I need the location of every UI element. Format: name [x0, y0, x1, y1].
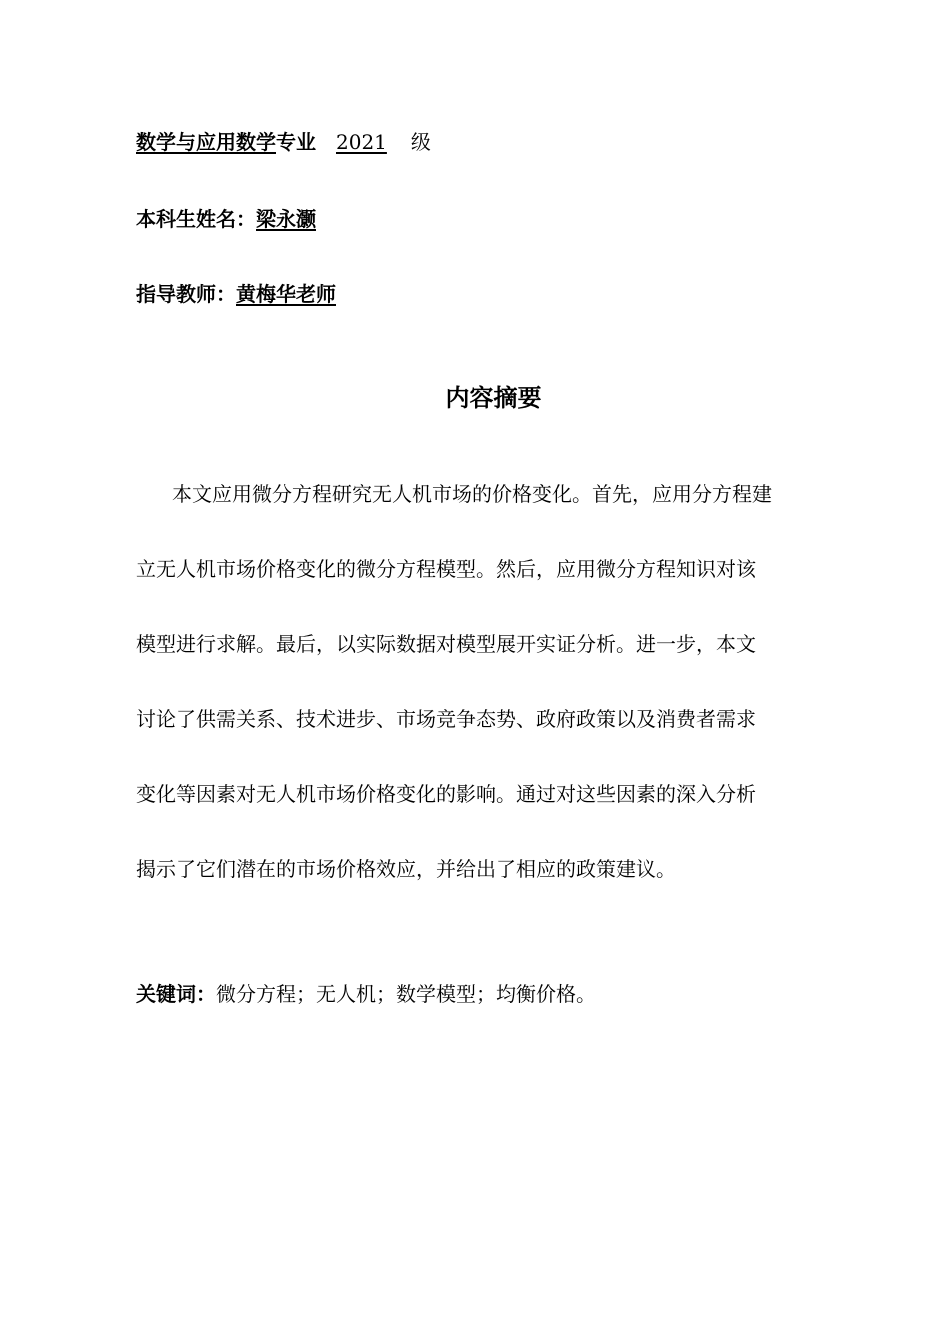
major-suffix: 专业	[276, 130, 316, 154]
student-line	[136, 207, 326, 231]
keywords-text: 微分方程；无人机；数学模型；均衡价格。	[216, 982, 596, 1006]
year-field	[316, 130, 411, 154]
major-name: 数学与应用数学	[136, 130, 276, 154]
abstract-line: 揭示了它们潜在的市场价格效应，并给出了相应的政策建议。	[136, 857, 676, 881]
abstract-line: 变化等因素对无人机市场价格变化的影响。通过对这些因素的深入分析	[136, 782, 756, 806]
abstract-line: 模型进行求解。最后，以实际数据对模型展开实证分析。进一步，本文	[136, 632, 756, 656]
student-name: 梁永灏	[256, 207, 316, 231]
student-name-field	[256, 207, 326, 231]
major-line	[136, 130, 431, 154]
keywords-line	[136, 982, 596, 1006]
keywords-label: 关键词：	[136, 982, 216, 1006]
advisor-label: 指导教师：	[136, 282, 236, 306]
advisor-line	[136, 282, 336, 306]
student-label: 本科生姓名：	[136, 207, 256, 231]
abstract-line: 本文应用微分方程研究无人机市场的价格变化。首先，应用分方程建	[172, 482, 772, 506]
year-unit: 级	[410, 130, 431, 154]
abstract-line: 立无人机市场价格变化的微分方程模型。然后，应用微分方程知识对该	[136, 557, 756, 581]
abstract-line: 讨论了供需关系、技术进步、市场竞争态势、政府政策以及消费者需求	[136, 707, 756, 731]
abstract-title: 内容摘要	[445, 384, 542, 412]
enrollment-year: 2021	[336, 130, 387, 154]
advisor-name: 黄梅华老师	[236, 282, 336, 306]
